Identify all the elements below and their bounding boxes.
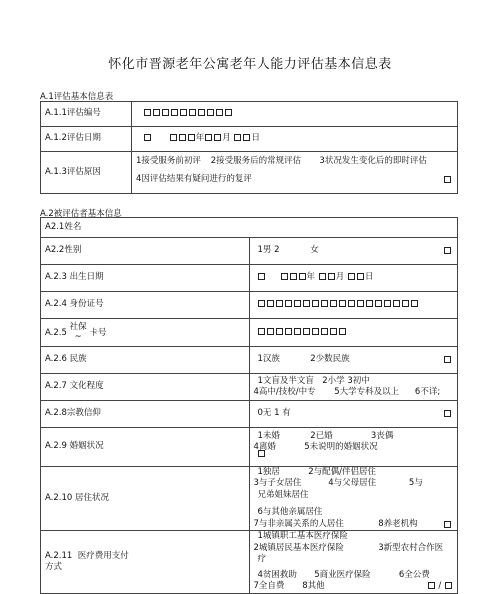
label-assessment-date: A.1.2评估日期 — [41, 127, 132, 152]
edu-option-2: 2小学 3初中 — [322, 375, 370, 386]
pay-option-7: 7全自费 — [253, 581, 285, 592]
marriage-option-1: 1未婚 — [257, 431, 280, 441]
living-option-1: 1独居 — [257, 467, 280, 477]
reason-checkbox[interactable] — [444, 176, 451, 183]
reason-option-3: 3状况发生变化后的即时评估 — [319, 155, 427, 166]
religion-options: 0无 1 有 — [257, 408, 291, 419]
row-marriage — [41, 428, 458, 467]
edu-option-5: 6不详 — [414, 387, 438, 397]
label-sex: A2.2性别 — [41, 238, 250, 265]
row-religion — [41, 401, 458, 428]
nation-checkbox[interactable] — [444, 356, 451, 363]
field-religion[interactable] — [249, 401, 458, 428]
reason-option-4: 4因评估结果有疑问进行的复评 — [136, 173, 252, 184]
label-birth: A.2.3 出生日期 — [41, 265, 250, 292]
living-option-5-cont: 兄弟姐妹居住 — [257, 489, 309, 500]
nation-option-2: 2少数民族 — [310, 354, 350, 365]
year-label: 年 — [195, 133, 205, 144]
pay-option-4: 4贫困救助 — [257, 569, 297, 580]
pay-option-5: 5商业医疗保险 — [314, 569, 371, 580]
label-education: A.2.7 文化程度 — [41, 374, 250, 401]
label-living: A.2.10 居住状况 — [41, 467, 250, 531]
field-education[interactable]: 1文盲及半文盲 2小学 3初中 4高中/技校/中专 5大学专科及以上 6不详; — [249, 374, 458, 401]
sex-checkbox[interactable] — [444, 247, 451, 254]
sex-option-1: 1男 2 — [257, 245, 280, 256]
marriage-option-5: 5未说明的婚姻状况 — [304, 442, 378, 453]
field-sex[interactable] — [249, 238, 458, 265]
label-name: A2.1姓名 — [41, 218, 458, 238]
reason-option-2: 2接受服务后的常规评估 — [210, 155, 302, 166]
field-id-number[interactable] — [249, 292, 458, 319]
field-nation[interactable] — [249, 347, 458, 374]
field-living[interactable] — [249, 467, 458, 531]
row-living — [41, 467, 458, 531]
row-assessment-date — [41, 127, 458, 152]
edu-option-4: 5大学专科及以上 — [334, 387, 400, 397]
sex-option-2: 女 — [310, 245, 319, 256]
living-option-5: 5与 — [408, 478, 423, 489]
field-payment[interactable]: 1城镇职工基本医疗保险 2城镇居民基本医疗保险 3新型农村合作医 疗 4贫困救助 5商业医疗保险 6全公费 7全自费 8其他 / — [249, 531, 458, 593]
row-assessment-number — [41, 102, 458, 127]
edu-option-3: 4高中/技校/中专 — [253, 387, 316, 397]
row-sex — [41, 238, 458, 265]
nation-option-1: 1汉族 — [257, 354, 280, 365]
pay-option-1: 1城镇职工基本医疗保险 — [257, 531, 348, 542]
pay-option-8: 8其他 — [302, 581, 325, 592]
pay-option-6: 6全公费 — [398, 569, 430, 580]
living-checkbox[interactable] — [444, 521, 451, 528]
label-social-card: A.2.5 社保 ~ 卡号 — [41, 319, 250, 347]
label-payment: A.2.11 医疗费用支付 方式 — [41, 531, 250, 593]
table-a1 — [40, 101, 458, 194]
month-label: 月 — [222, 133, 231, 144]
label-assessment-number: A.1.1评估编号 — [41, 102, 132, 127]
marriage-option-3: 3丧偶 — [370, 431, 394, 441]
row-nation — [41, 347, 458, 374]
row-assessment-reason — [41, 152, 458, 194]
day-label: 日 — [251, 133, 260, 144]
living-option-3: 3与子女居住 — [253, 478, 302, 489]
pay-option-3-cont: 疗 — [257, 554, 267, 565]
row-social-card — [41, 319, 458, 347]
living-option-2: 2与配偶/伴侣居住 — [308, 467, 376, 477]
living-option-4: 4与父母居住 — [328, 478, 377, 489]
marriage-checkbox[interactable] — [258, 450, 265, 457]
living-option-7: 7与非亲属关系的人居住 — [253, 518, 344, 529]
label-id-number: A.2.4 身份证号 — [41, 292, 250, 319]
birth-day-label: 日 — [364, 272, 374, 283]
field-assessment-number[interactable] — [132, 102, 458, 127]
label-religion: A.2.8宗教信仰 — [41, 401, 250, 428]
living-option-8: 8养老机构 — [378, 518, 418, 529]
field-assessment-date[interactable] — [132, 127, 458, 152]
label-nation: A.2.6 民族 — [41, 347, 250, 374]
row-name — [41, 218, 458, 238]
row-birth — [41, 265, 458, 292]
marriage-option-2: 2已婚 — [310, 431, 333, 441]
field-social-card[interactable] — [249, 319, 458, 347]
label-marriage: A.2.9 婚姻状况 — [41, 428, 250, 467]
living-option-6: 6与其他亲属居住 — [257, 507, 323, 518]
religion-checkbox[interactable] — [444, 410, 451, 417]
label-assessment-reason: A.1.3评估原因 — [41, 152, 132, 194]
section-a1-heading: A.1评估基本信息表 — [40, 92, 114, 102]
field-marriage[interactable] — [249, 428, 458, 467]
pay-checkbox-1[interactable] — [428, 582, 435, 589]
pay-option-3: 3新型农村合作医 — [378, 542, 444, 553]
row-payment — [41, 531, 458, 593]
reason-option-1: 1接受服务前初评 — [136, 155, 201, 166]
field-birth[interactable] — [249, 265, 458, 292]
field-assessment-reason[interactable] — [132, 152, 458, 194]
pay-option-2: 2城镇居民基本医疗保险 — [253, 542, 344, 553]
marriage-option-4: 4离婚 — [253, 442, 276, 453]
pay-checkbox-2[interactable] — [445, 582, 452, 589]
birth-month-label: 月 — [335, 272, 345, 283]
birth-year-label: 年 — [306, 272, 316, 283]
table-a2 — [40, 217, 458, 594]
page-title: 怀化市晋源老年公寓老年人能力评估基本信息表 — [108, 57, 392, 72]
row-id-number — [41, 292, 458, 319]
edu-option-1: 1文盲及半文盲 — [257, 375, 314, 386]
row-education — [41, 374, 458, 401]
section-a2-heading: A.2被评估者基本信息 — [40, 209, 122, 219]
